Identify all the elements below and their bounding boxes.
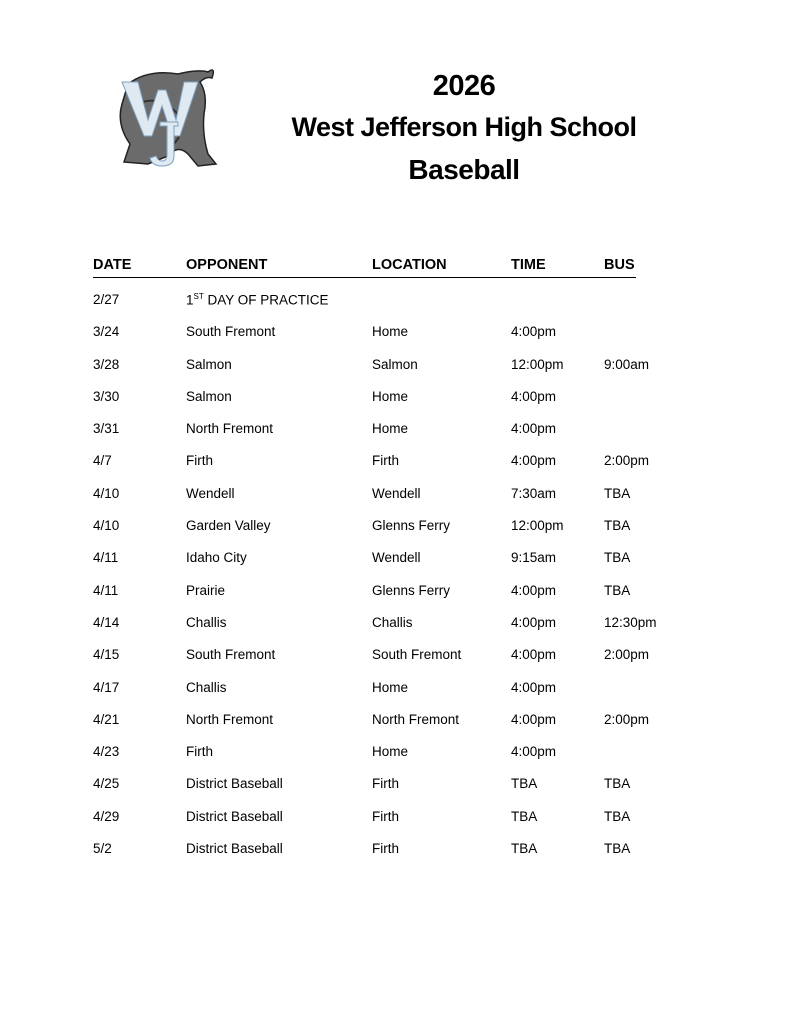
school-name: West Jefferson High School	[291, 112, 637, 142]
cell-date: 4/11	[93, 550, 119, 566]
cell-opponent: Salmon	[186, 388, 232, 404]
table-row	[93, 809, 693, 841]
table-header	[93, 257, 636, 278]
header-date: DATE	[93, 257, 132, 273]
cell-bus: 9:00am	[604, 356, 650, 372]
cell-bus: TBA	[604, 776, 631, 792]
table-row	[93, 550, 693, 582]
table-row	[93, 421, 693, 453]
cell-date: 3/28	[93, 356, 120, 372]
table-row	[93, 324, 693, 356]
cell-bus: 12:30pm	[604, 614, 657, 630]
cell-bus: 2:00pm	[604, 453, 650, 469]
cell-time: 4:00pm	[511, 324, 557, 340]
cell-location: Firth	[372, 841, 399, 857]
cell-location: Firth	[372, 453, 399, 469]
cell-location: Challis	[372, 614, 413, 630]
cell-opponent: Challis	[186, 614, 227, 630]
cell-location: Home	[372, 744, 409, 760]
cell-opponent: South Fremont	[186, 324, 276, 340]
header-location: LOCATION	[372, 257, 447, 273]
cell-time: 4:00pm	[511, 388, 557, 404]
cell-location: Wendell	[372, 485, 421, 501]
header-bus: BUS	[604, 257, 635, 273]
table-row	[93, 776, 693, 808]
cell-location: South Fremont	[372, 647, 462, 663]
cell-date: 4/29	[93, 808, 120, 824]
cell-time: TBA	[511, 776, 538, 792]
cell-opponent: Wendell	[186, 485, 235, 501]
cell-bus: 2:00pm	[604, 711, 650, 727]
cell-time: 4:00pm	[511, 711, 557, 727]
cell-location: Home	[372, 679, 409, 695]
cell-date: 4/7	[93, 453, 112, 469]
table-row	[93, 680, 693, 712]
table-row	[93, 647, 693, 679]
cell-location: Home	[372, 388, 409, 404]
cell-bus: TBA	[604, 841, 631, 857]
cell-bus: TBA	[604, 582, 631, 598]
cell-date: 5/2	[93, 841, 112, 857]
table-row	[93, 583, 693, 615]
cell-time: TBA	[511, 841, 538, 857]
sport-name: Baseball	[408, 154, 520, 185]
cell-bus: 2:00pm	[604, 647, 650, 663]
cell-time: 9:15am	[511, 550, 557, 566]
table-row	[93, 518, 693, 550]
cell-opponent: District Baseball	[186, 808, 283, 824]
table-row	[93, 615, 693, 647]
cell-date: 4/10	[93, 485, 120, 501]
table-row	[93, 486, 693, 518]
table-row	[93, 292, 693, 324]
cell-time: 4:00pm	[511, 744, 557, 760]
cell-opponent: Salmon	[186, 356, 232, 372]
cell-time: 4:00pm	[511, 582, 557, 598]
cell-location: Glenns Ferry	[372, 518, 451, 534]
cell-location: Wendell	[372, 550, 421, 566]
cell-opponent: Firth	[186, 453, 213, 469]
cell-date: 4/23	[93, 744, 120, 760]
cell-opponent: Garden Valley	[186, 518, 271, 534]
cell-opponent: District Baseball	[186, 776, 283, 792]
cell-bus: TBA	[604, 550, 631, 566]
cell-opponent: South Fremont	[186, 647, 276, 663]
cell-date: 3/24	[93, 324, 120, 340]
opponent-number: 1	[186, 292, 194, 308]
table-row	[93, 357, 693, 389]
cell-bus: TBA	[604, 808, 631, 824]
table-row	[93, 712, 693, 744]
cell-location: Glenns Ferry	[372, 582, 451, 598]
cell-time: TBA	[511, 808, 538, 824]
cell-opponent: Idaho City	[186, 550, 247, 566]
ordinal-suffix: ST	[193, 292, 204, 301]
cell-time: 4:00pm	[511, 679, 557, 695]
cell-date: 4/11	[93, 582, 119, 598]
cell-bus: TBA	[604, 518, 631, 534]
cell-date: 3/31	[93, 421, 120, 437]
cell-location: Firth	[372, 776, 399, 792]
cell-date: 2/27	[93, 292, 120, 307]
cell-location: Home	[372, 324, 409, 340]
cell-opponent: Firth	[186, 744, 213, 760]
cell-opponent: Challis	[186, 679, 227, 695]
cell-opponent	[186, 292, 329, 308]
header-time: TIME	[511, 257, 546, 273]
cell-time: 4:00pm	[511, 453, 557, 469]
schedule-table	[93, 292, 693, 873]
cell-date: 4/21	[93, 711, 120, 727]
cell-time: 4:00pm	[511, 614, 557, 630]
table-row	[93, 389, 693, 421]
opponent-rest: DAY OF PRACTICE	[203, 292, 329, 308]
cell-opponent: North Fremont	[186, 421, 274, 437]
cell-date: 4/10	[93, 518, 120, 534]
cell-bus: TBA	[604, 485, 631, 501]
cell-date: 4/17	[93, 679, 120, 695]
cell-location: North Fremont	[372, 711, 460, 727]
cell-opponent: Prairie	[186, 582, 226, 598]
cell-opponent: District Baseball	[186, 841, 283, 857]
cell-opponent: North Fremont	[186, 711, 274, 727]
cell-date: 4/14	[93, 614, 120, 630]
cell-location: Home	[372, 421, 409, 437]
schedule-year: 2026	[432, 70, 496, 102]
cell-location: Firth	[372, 808, 399, 824]
panther-logo	[108, 64, 220, 172]
table-row	[93, 744, 693, 776]
cell-time: 12:00pm	[511, 518, 564, 534]
table-row	[93, 453, 693, 485]
cell-time: 12:00pm	[511, 356, 564, 372]
cell-date: 4/15	[93, 647, 120, 663]
cell-date: 4/25	[93, 776, 120, 792]
table-row	[93, 841, 693, 873]
cell-location: Salmon	[372, 356, 418, 372]
cell-time: 4:00pm	[511, 647, 557, 663]
header-opponent: OPPONENT	[186, 257, 268, 273]
cell-time: 7:30am	[511, 485, 557, 501]
cell-time: 4:00pm	[511, 421, 557, 437]
cell-date: 3/30	[93, 388, 120, 404]
